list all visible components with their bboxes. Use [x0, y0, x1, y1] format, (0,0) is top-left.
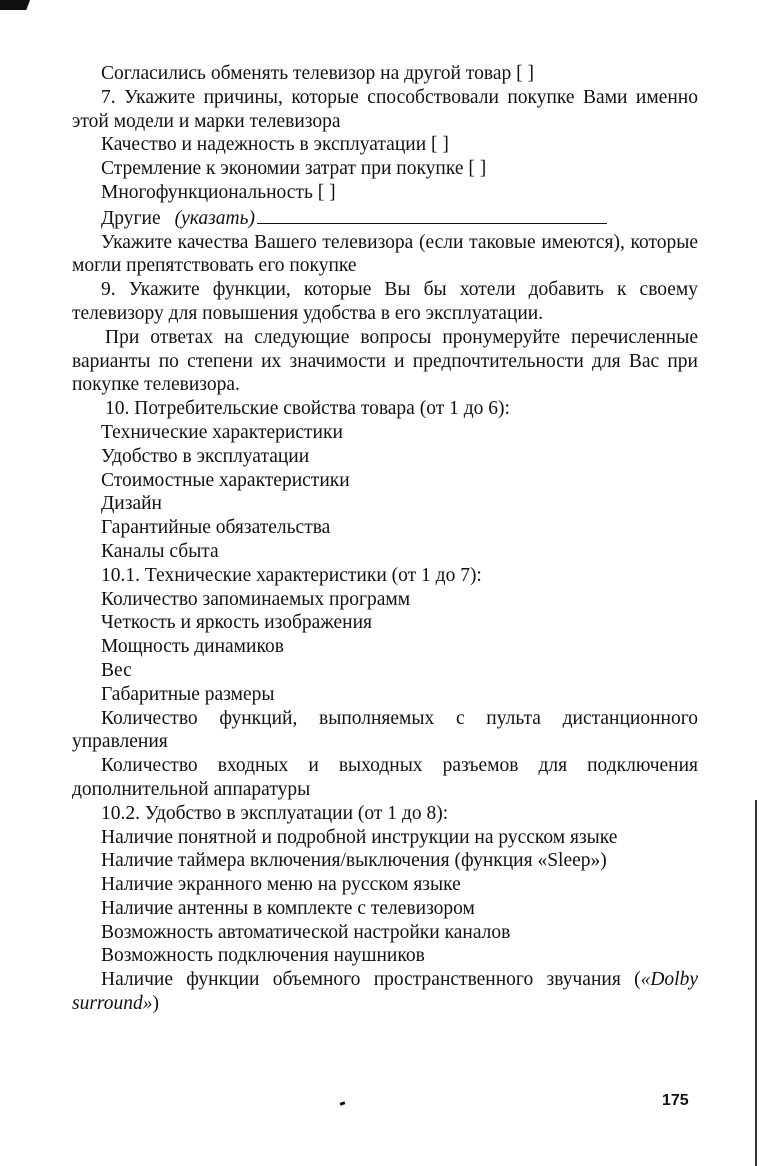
list-item-dolby — [72, 968, 698, 1016]
list-item: Количество входных и выходных разъемов для подключения дополнительной аппаратуры — [72, 755, 698, 800]
question-10-2: 10.2. Удобство в эксплуатации (от 1 до 8): — [101, 802, 449, 824]
list-item: Вес — [101, 659, 132, 681]
corner-scan-mark — [0, 0, 30, 10]
list-item: Мощность динамиков — [101, 636, 284, 658]
dolby-close: ) — [152, 993, 160, 1015]
dolby-text: Наличие функции объемного пространственного звучания ( — [101, 969, 641, 991]
question-9: 9. Укажите функции, которые Вы бы хотели добавить к своему телевизору для повышения удобства в его эксплуатации. — [72, 279, 698, 324]
list-item: Возможность подключения наушников — [101, 945, 425, 967]
list-item: Стоимостные характеристики — [101, 469, 350, 491]
dolby-term: «Dolby surround» — [72, 969, 698, 1015]
list-item: Габаритные размеры — [101, 683, 275, 705]
question-10-1: 10.1. Технические характеристики (от 1 до 7): — [101, 564, 482, 586]
list-item: Наличие антенны в комплекте с телевизором — [101, 897, 475, 919]
question-8: Укажите качества Вашего телевизора (если таковые имеются), которые могли препятствовать его покупке — [72, 231, 698, 277]
list-item: Четкость и яркость изображения — [101, 612, 373, 634]
answer-option-multifunction: Многофункциональность [ ] — [101, 181, 336, 203]
other-label: Другие — [101, 207, 161, 229]
document-body — [72, 62, 698, 1016]
other-hint: (указать) — [174, 207, 255, 229]
question-10: 10. Потребительские свойства товара (от 1 до 6): — [105, 398, 510, 420]
page-number: 175 — [662, 1092, 689, 1109]
list-item: Возможность автоматической настройки каналов — [101, 921, 511, 943]
answer-option-other — [72, 205, 698, 231]
list-item: Дизайн — [101, 493, 162, 515]
answer-option-economy: Стремление к экономии затрат при покупке [ ] — [101, 158, 487, 180]
list-item: Технические характеристики — [101, 421, 343, 443]
page-edge-rule — [755, 800, 757, 1166]
list-item: Наличие понятной и подробной инструкции на русском языке — [101, 826, 618, 848]
instruction-paragraph: При ответах на следующие вопросы пронумеруйте перечисленные варианты по степени их значимости и предпочтительности для Вас при покупке телевизора. — [72, 326, 698, 396]
list-item: Гарантийные обязательства — [101, 517, 331, 539]
answer-option-exchange: Согласились обменять телевизор на другой товар [ ] — [101, 63, 534, 84]
answer-blank-line — [257, 205, 607, 224]
list-item: Наличие экранного меню на русском языке — [101, 874, 461, 896]
answer-option-quality: Качество и надежность в эксплуатации [ ] — [101, 134, 449, 156]
list-item: Каналы сбыта — [101, 540, 219, 562]
list-item: Количество запоминаемых программ — [101, 588, 411, 610]
list-item: Наличие таймера включения/выключения (функция «Sleep») — [101, 850, 607, 872]
scan-speck — [340, 1101, 346, 1106]
question-7: 7. Укажите причины, которые способствовали покупке Вами именно этой модели и марки телевизора — [72, 86, 698, 132]
list-item: Удобство в эксплуатации — [101, 445, 310, 467]
list-item: Количество функций, выполняемых с пульта дистанционного управления — [72, 707, 698, 753]
